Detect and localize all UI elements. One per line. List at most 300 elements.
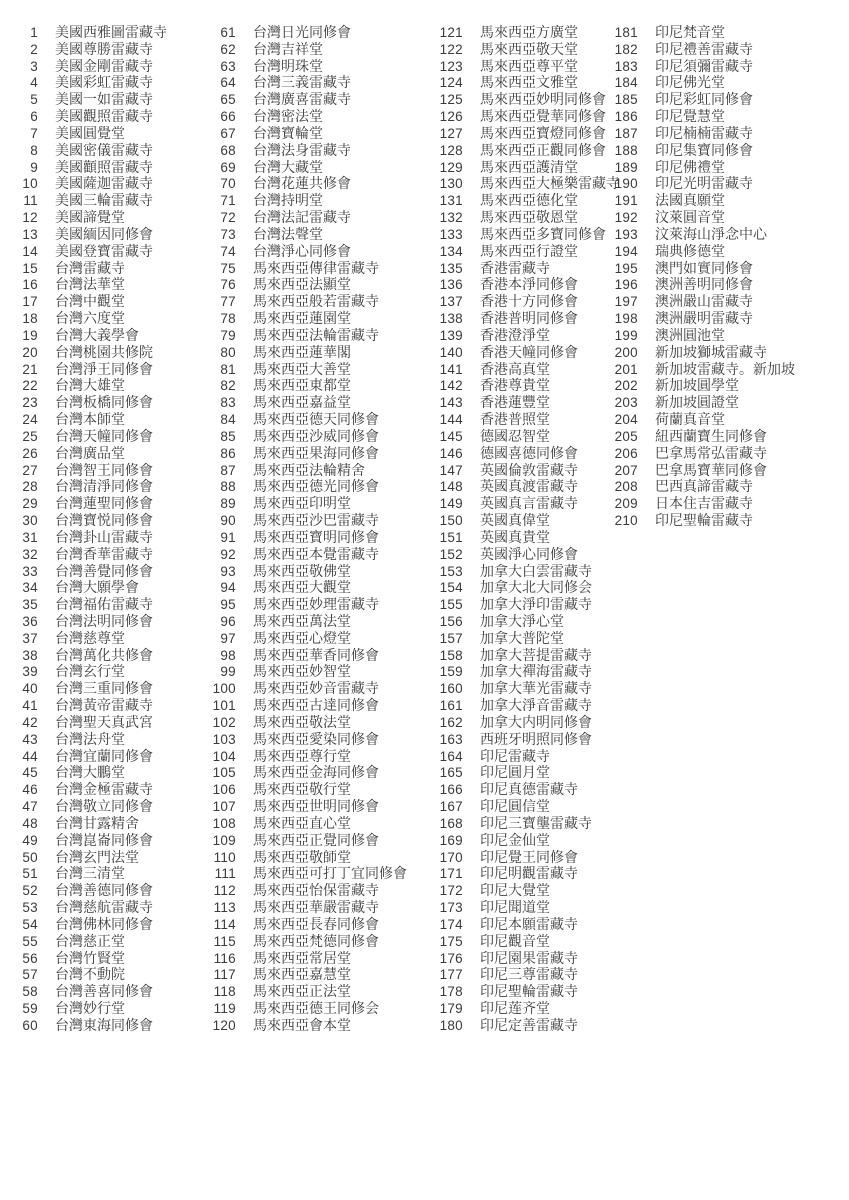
item-number: 165 bbox=[439, 765, 463, 781]
item-name: 台灣卦山雷藏寺 bbox=[55, 528, 153, 545]
item-name: 印尼彩虹同修會 bbox=[655, 91, 753, 108]
item-name: 台灣板橋同修會 bbox=[55, 394, 153, 411]
item-name: 美國薩迦雷藏寺 bbox=[55, 175, 153, 192]
item-name: 巴拿馬寶華同修會 bbox=[655, 461, 767, 478]
item-number: 35 bbox=[22, 597, 38, 613]
item-number: 34 bbox=[22, 580, 38, 596]
list-column-1 bbox=[0, 24, 167, 1034]
list-item bbox=[198, 512, 407, 529]
list-item bbox=[198, 24, 407, 41]
item-number: 114 bbox=[213, 916, 236, 932]
item-number: 135 bbox=[439, 260, 463, 276]
list-item bbox=[425, 1017, 620, 1034]
item-name: 台灣持明堂 bbox=[253, 192, 323, 209]
item-name: 台灣廣品堂 bbox=[55, 444, 125, 461]
list-item bbox=[0, 983, 167, 1000]
item-name: 馬來西亞嘉慧堂 bbox=[253, 966, 351, 983]
item-number: 167 bbox=[439, 799, 463, 815]
item-name: 美國一如雷藏寺 bbox=[55, 91, 153, 108]
list-item bbox=[600, 327, 795, 344]
item-number: 161 bbox=[439, 698, 463, 714]
item-name: 台灣吉祥堂 bbox=[253, 40, 323, 57]
item-name: 印尼梵音堂 bbox=[655, 24, 725, 40]
item-number: 68 bbox=[220, 142, 236, 158]
item-name: 台灣聖天真武宮 bbox=[55, 713, 153, 730]
list-item bbox=[0, 293, 167, 310]
list-item bbox=[198, 966, 407, 983]
item-name: 台灣福佑雷藏寺 bbox=[55, 596, 153, 613]
item-number: 181 bbox=[614, 25, 638, 40]
list-item bbox=[425, 630, 620, 647]
item-number: 120 bbox=[212, 1017, 236, 1033]
item-number: 37 bbox=[22, 630, 38, 646]
item-name: 馬來西亞寶燈同修會 bbox=[480, 124, 606, 141]
item-number: 174 bbox=[439, 916, 463, 932]
list-column-4 bbox=[600, 24, 795, 529]
item-number: 46 bbox=[22, 782, 38, 798]
item-name: 香港普明同修會 bbox=[480, 310, 578, 327]
item-name: 馬來西亞傳律雷藏寺 bbox=[253, 259, 379, 276]
item-number: 143 bbox=[439, 395, 463, 411]
item-name: 台灣慈航雷藏寺 bbox=[55, 899, 153, 916]
item-number: 19 bbox=[22, 327, 38, 343]
item-number: 76 bbox=[220, 277, 236, 293]
item-number: 96 bbox=[220, 613, 236, 629]
list-item bbox=[0, 714, 167, 731]
item-number: 152 bbox=[439, 546, 463, 562]
item-name: 台灣玄行堂 bbox=[55, 663, 125, 680]
item-name: 台灣敬立同修會 bbox=[55, 798, 153, 815]
list-item bbox=[0, 512, 167, 529]
item-number: 66 bbox=[220, 109, 236, 125]
list-item bbox=[198, 478, 407, 495]
item-number: 27 bbox=[22, 462, 38, 478]
list-item bbox=[198, 781, 407, 798]
list-item bbox=[198, 243, 407, 260]
item-name: 馬來西亞妙明同修會 bbox=[480, 91, 606, 108]
item-name: 紐西蘭寶生同修會 bbox=[655, 427, 767, 444]
item-name: 馬來西亞敬佛堂 bbox=[253, 562, 351, 579]
item-number: 84 bbox=[220, 412, 236, 428]
item-name: 馬來西亞德天同修會 bbox=[253, 411, 379, 428]
list-item bbox=[0, 276, 167, 293]
item-number: 171 bbox=[439, 866, 463, 882]
item-number: 42 bbox=[22, 714, 38, 730]
item-name: 印尼楠楠雷藏寺 bbox=[655, 124, 753, 141]
list-item bbox=[198, 91, 407, 108]
item-number: 85 bbox=[220, 428, 236, 444]
item-number: 144 bbox=[439, 412, 463, 428]
item-name: 台灣六度堂 bbox=[55, 310, 125, 327]
item-name: 馬來西亞果海同修會 bbox=[253, 444, 379, 461]
item-number: 170 bbox=[439, 849, 463, 865]
list-item bbox=[198, 764, 407, 781]
item-name: 馬來西亞蓮華閣 bbox=[253, 343, 351, 360]
item-name: 馬來西亞心燈堂 bbox=[253, 629, 351, 646]
list-item bbox=[600, 108, 795, 125]
item-name: 美國顴照雷藏寺 bbox=[55, 158, 153, 175]
list-item bbox=[198, 529, 407, 546]
list-item bbox=[0, 142, 167, 159]
item-number: 128 bbox=[439, 142, 463, 158]
item-number: 169 bbox=[439, 832, 463, 848]
list-item bbox=[0, 411, 167, 428]
item-number: 7 bbox=[30, 125, 38, 141]
item-name: 台灣香華雷藏寺 bbox=[55, 545, 153, 562]
list-item bbox=[425, 58, 620, 75]
item-number: 193 bbox=[614, 226, 638, 242]
item-number: 10 bbox=[22, 176, 38, 192]
item-name: 英國淨心同修會 bbox=[480, 545, 578, 562]
item-number: 9 bbox=[30, 159, 38, 175]
item-number: 32 bbox=[22, 546, 38, 562]
item-number: 20 bbox=[22, 344, 38, 360]
item-number: 22 bbox=[22, 378, 38, 394]
list-item bbox=[0, 563, 167, 580]
item-number: 99 bbox=[220, 664, 236, 680]
list-item bbox=[425, 108, 620, 125]
list-item bbox=[600, 58, 795, 75]
item-name: 台灣大願學會 bbox=[55, 579, 139, 596]
list-item bbox=[0, 91, 167, 108]
item-name: 台灣黃帝雷藏寺 bbox=[55, 697, 153, 714]
item-name: 台灣法記雷藏寺 bbox=[253, 209, 351, 226]
item-name: 台灣善喜同修會 bbox=[55, 983, 153, 1000]
item-name: 台灣廣喜雷藏寺 bbox=[253, 91, 351, 108]
list-item bbox=[198, 899, 407, 916]
item-number: 194 bbox=[614, 243, 638, 259]
list-item bbox=[425, 546, 620, 563]
list-item bbox=[0, 58, 167, 75]
list-item bbox=[600, 377, 795, 394]
item-name: 印尼聖輪雷藏寺 bbox=[655, 512, 753, 529]
item-number: 91 bbox=[220, 529, 236, 545]
item-name: 馬來西亞德光同修會 bbox=[253, 478, 379, 495]
item-number: 162 bbox=[439, 714, 463, 730]
item-name: 台灣清淨同修會 bbox=[55, 478, 153, 495]
list-item bbox=[425, 411, 620, 428]
list-item bbox=[0, 260, 167, 277]
item-number: 50 bbox=[22, 849, 38, 865]
list-item bbox=[425, 394, 620, 411]
list-item bbox=[425, 983, 620, 1000]
item-number: 18 bbox=[22, 311, 38, 327]
list-item bbox=[0, 377, 167, 394]
item-name: 新加坡圓學堂 bbox=[655, 377, 739, 394]
list-item bbox=[198, 209, 407, 226]
item-number: 97 bbox=[220, 630, 236, 646]
list-item bbox=[0, 310, 167, 327]
list-item bbox=[198, 310, 407, 327]
item-number: 145 bbox=[439, 428, 463, 444]
list-item bbox=[0, 731, 167, 748]
item-number: 24 bbox=[22, 412, 38, 428]
item-name: 台灣大雄堂 bbox=[55, 377, 125, 394]
item-number: 191 bbox=[614, 193, 638, 209]
item-number: 192 bbox=[614, 210, 638, 226]
item-name: 台灣花蓮共修會 bbox=[253, 175, 351, 192]
item-number: 188 bbox=[614, 142, 638, 158]
list-item bbox=[0, 24, 167, 41]
list-item bbox=[600, 260, 795, 277]
item-name: 印尼三寶壟雷藏寺 bbox=[480, 814, 592, 831]
item-number: 148 bbox=[439, 479, 463, 495]
item-name: 澳洲善明同修會 bbox=[655, 276, 753, 293]
list-item bbox=[425, 748, 620, 765]
list-item bbox=[0, 647, 167, 664]
item-number: 185 bbox=[614, 92, 638, 108]
item-number: 104 bbox=[212, 748, 236, 764]
item-number: 106 bbox=[212, 782, 236, 798]
item-number: 8 bbox=[30, 142, 38, 158]
item-number: 202 bbox=[614, 378, 638, 394]
item-name: 台灣妙行堂 bbox=[55, 1000, 125, 1017]
item-number: 201 bbox=[614, 361, 638, 377]
item-name: 印尼聞道堂 bbox=[480, 899, 550, 916]
item-name: 馬來西亞般若雷藏寺 bbox=[253, 293, 379, 310]
list-item bbox=[198, 933, 407, 950]
item-number: 78 bbox=[220, 311, 236, 327]
item-name: 台灣佛林同修會 bbox=[55, 915, 153, 932]
item-number: 95 bbox=[220, 597, 236, 613]
item-name: 台灣竹賢堂 bbox=[55, 949, 125, 966]
item-name: 馬來西亞方廣堂 bbox=[480, 24, 578, 40]
item-name: 德國忍智堂 bbox=[480, 427, 550, 444]
list-item bbox=[198, 445, 407, 462]
item-number: 77 bbox=[220, 294, 236, 310]
list-item bbox=[425, 192, 620, 209]
list-item bbox=[198, 108, 407, 125]
list-item bbox=[600, 462, 795, 479]
list-item bbox=[0, 832, 167, 849]
item-number: 90 bbox=[220, 513, 236, 529]
item-name: 台灣大藏堂 bbox=[253, 158, 323, 175]
list-item bbox=[0, 680, 167, 697]
item-name: 馬來西亞沙巴雷藏寺 bbox=[253, 512, 379, 529]
item-name: 香港天幢同修會 bbox=[480, 343, 578, 360]
item-name: 馬來西亞文雅堂 bbox=[480, 74, 578, 91]
list-item bbox=[600, 91, 795, 108]
item-name: 台灣東海同修會 bbox=[55, 1016, 153, 1033]
item-name: 馬來西亞古達同修會 bbox=[253, 697, 379, 714]
item-number: 164 bbox=[439, 748, 463, 764]
list-item bbox=[198, 428, 407, 445]
item-name: 馬來西亞尊平堂 bbox=[480, 57, 578, 74]
item-number: 138 bbox=[439, 311, 463, 327]
item-name: 台灣善德同修會 bbox=[55, 882, 153, 899]
list-item bbox=[425, 933, 620, 950]
list-item bbox=[198, 983, 407, 1000]
item-name: 台灣三義雷藏寺 bbox=[253, 74, 351, 91]
item-name: 印尼本願雷藏寺 bbox=[480, 915, 578, 932]
item-name: 印尼金仙堂 bbox=[480, 831, 550, 848]
list-item bbox=[0, 394, 167, 411]
list-item bbox=[0, 748, 167, 765]
list-item bbox=[425, 74, 620, 91]
list-item bbox=[425, 1000, 620, 1017]
list-item bbox=[600, 394, 795, 411]
list-item bbox=[198, 748, 407, 765]
item-number: 73 bbox=[220, 226, 236, 242]
item-name: 香港普照堂 bbox=[480, 411, 550, 428]
item-name: 瑞典修德堂 bbox=[655, 242, 725, 259]
item-name: 新加坡圓證堂 bbox=[655, 394, 739, 411]
item-name: 澳門如實同修會 bbox=[655, 259, 753, 276]
list-item bbox=[0, 630, 167, 647]
list-item bbox=[425, 579, 620, 596]
item-number: 210 bbox=[614, 513, 638, 529]
list-item bbox=[600, 512, 795, 529]
item-number: 139 bbox=[439, 327, 463, 343]
item-name: 加拿大淨心堂 bbox=[480, 612, 564, 629]
list-item bbox=[198, 293, 407, 310]
item-name: 印尼莲齐堂 bbox=[480, 1000, 550, 1017]
item-name: 馬來西亞多寶同修會 bbox=[480, 225, 606, 242]
item-number: 55 bbox=[22, 933, 38, 949]
list-item bbox=[600, 428, 795, 445]
list-item bbox=[198, 882, 407, 899]
list-item bbox=[198, 125, 407, 142]
item-name: 英國真偉堂 bbox=[480, 512, 550, 529]
item-number: 131 bbox=[439, 193, 463, 209]
item-name: 印尼定善雷藏寺 bbox=[480, 1016, 578, 1033]
item-number: 38 bbox=[22, 647, 38, 663]
item-name: 馬來西亞妙理雷藏寺 bbox=[253, 596, 379, 613]
item-name: 澳洲嚴山雷藏寺 bbox=[655, 293, 753, 310]
list-item bbox=[425, 462, 620, 479]
item-number: 29 bbox=[22, 496, 38, 512]
item-number: 187 bbox=[614, 125, 638, 141]
item-name: 澳洲嚴明雷藏寺 bbox=[655, 310, 753, 327]
item-number: 60 bbox=[22, 1017, 38, 1033]
list-item bbox=[198, 731, 407, 748]
list-item bbox=[425, 512, 620, 529]
item-number: 203 bbox=[614, 395, 638, 411]
item-name: 台灣甘露精舍 bbox=[55, 814, 139, 831]
item-name: 馬來西亞愛染同修會 bbox=[253, 730, 379, 747]
list-item bbox=[198, 462, 407, 479]
list-item bbox=[425, 798, 620, 815]
list-item bbox=[0, 192, 167, 209]
list-item bbox=[0, 1017, 167, 1034]
item-number: 53 bbox=[22, 900, 38, 916]
item-name: 台灣寶輪堂 bbox=[253, 124, 323, 141]
item-name: 香港本淨同修會 bbox=[480, 276, 578, 293]
list-item bbox=[600, 159, 795, 176]
list-item bbox=[425, 175, 620, 192]
list-item bbox=[198, 697, 407, 714]
list-item bbox=[425, 596, 620, 613]
item-name: 馬來西亞東都堂 bbox=[253, 377, 351, 394]
list-item bbox=[0, 529, 167, 546]
list-item bbox=[0, 613, 167, 630]
list-item bbox=[425, 899, 620, 916]
item-name: 台灣慈正堂 bbox=[55, 932, 125, 949]
item-name: 馬來西亞正覺同修會 bbox=[253, 831, 379, 848]
item-name: 印尼大覺堂 bbox=[480, 882, 550, 899]
item-number: 110 bbox=[213, 849, 236, 865]
list-item bbox=[0, 209, 167, 226]
item-name: 西班牙明照同修會 bbox=[480, 730, 592, 747]
list-column-3 bbox=[425, 24, 620, 1034]
item-name: 馬來西亞大極樂雷藏寺 bbox=[480, 175, 620, 192]
item-number: 113 bbox=[213, 900, 236, 916]
item-name: 馬來西亞法輪雷藏寺 bbox=[253, 326, 379, 343]
item-number: 23 bbox=[22, 395, 38, 411]
item-number: 122 bbox=[439, 41, 463, 57]
item-number: 58 bbox=[22, 984, 38, 1000]
item-number: 94 bbox=[220, 580, 236, 596]
item-name: 印尼明觀雷藏寺 bbox=[480, 865, 578, 882]
list-item bbox=[0, 697, 167, 714]
item-number: 51 bbox=[22, 866, 38, 882]
list-item bbox=[425, 916, 620, 933]
item-number: 182 bbox=[614, 41, 638, 57]
list-item bbox=[600, 226, 795, 243]
item-number: 168 bbox=[439, 815, 463, 831]
item-number: 150 bbox=[439, 513, 463, 529]
list-item bbox=[425, 377, 620, 394]
list-item bbox=[198, 1017, 407, 1034]
list-item bbox=[600, 445, 795, 462]
item-number: 49 bbox=[22, 832, 38, 848]
item-name: 加拿大内明同修會 bbox=[480, 713, 592, 730]
item-number: 59 bbox=[22, 1001, 38, 1017]
item-name: 印尼集寶同修會 bbox=[655, 141, 753, 158]
list-item bbox=[425, 865, 620, 882]
item-number: 153 bbox=[439, 563, 463, 579]
item-number: 81 bbox=[220, 361, 236, 377]
item-name: 馬來西亞行證堂 bbox=[480, 242, 578, 259]
list-item bbox=[600, 293, 795, 310]
item-name: 美國彩虹雷藏寺 bbox=[55, 74, 153, 91]
item-number: 103 bbox=[212, 731, 236, 747]
item-name: 香港高真堂 bbox=[480, 360, 550, 377]
list-item bbox=[425, 293, 620, 310]
list-item bbox=[425, 663, 620, 680]
list-item bbox=[198, 327, 407, 344]
item-name: 印尼覺慧堂 bbox=[655, 108, 725, 125]
item-name: 台灣金極雷藏寺 bbox=[55, 781, 153, 798]
item-name: 馬來西亞妙音雷藏寺 bbox=[253, 680, 379, 697]
list-item bbox=[425, 41, 620, 58]
item-number: 157 bbox=[439, 630, 463, 646]
list-item bbox=[600, 192, 795, 209]
item-name: 台灣不動院 bbox=[55, 966, 125, 983]
item-name: 台灣法聲堂 bbox=[253, 225, 323, 242]
list-item bbox=[198, 377, 407, 394]
list-item bbox=[198, 849, 407, 866]
item-number: 183 bbox=[614, 58, 638, 74]
item-name: 美國觀照雷藏寺 bbox=[55, 108, 153, 125]
item-number: 206 bbox=[614, 445, 638, 461]
item-number: 121 bbox=[439, 25, 463, 40]
list-item bbox=[600, 175, 795, 192]
list-item bbox=[600, 209, 795, 226]
item-number: 31 bbox=[22, 529, 38, 545]
list-item bbox=[425, 260, 620, 277]
list-item bbox=[0, 108, 167, 125]
item-name: 美國西雅圖雷藏寺 bbox=[55, 24, 167, 40]
list-item bbox=[198, 260, 407, 277]
list-item bbox=[0, 445, 167, 462]
item-name: 台灣寶悦同修會 bbox=[55, 512, 153, 529]
item-name: 美國三輪雷藏寺 bbox=[55, 192, 153, 209]
item-name: 美國金剛雷藏寺 bbox=[55, 57, 153, 74]
item-number: 119 bbox=[213, 1001, 236, 1017]
list-item bbox=[425, 478, 620, 495]
item-number: 65 bbox=[220, 92, 236, 108]
